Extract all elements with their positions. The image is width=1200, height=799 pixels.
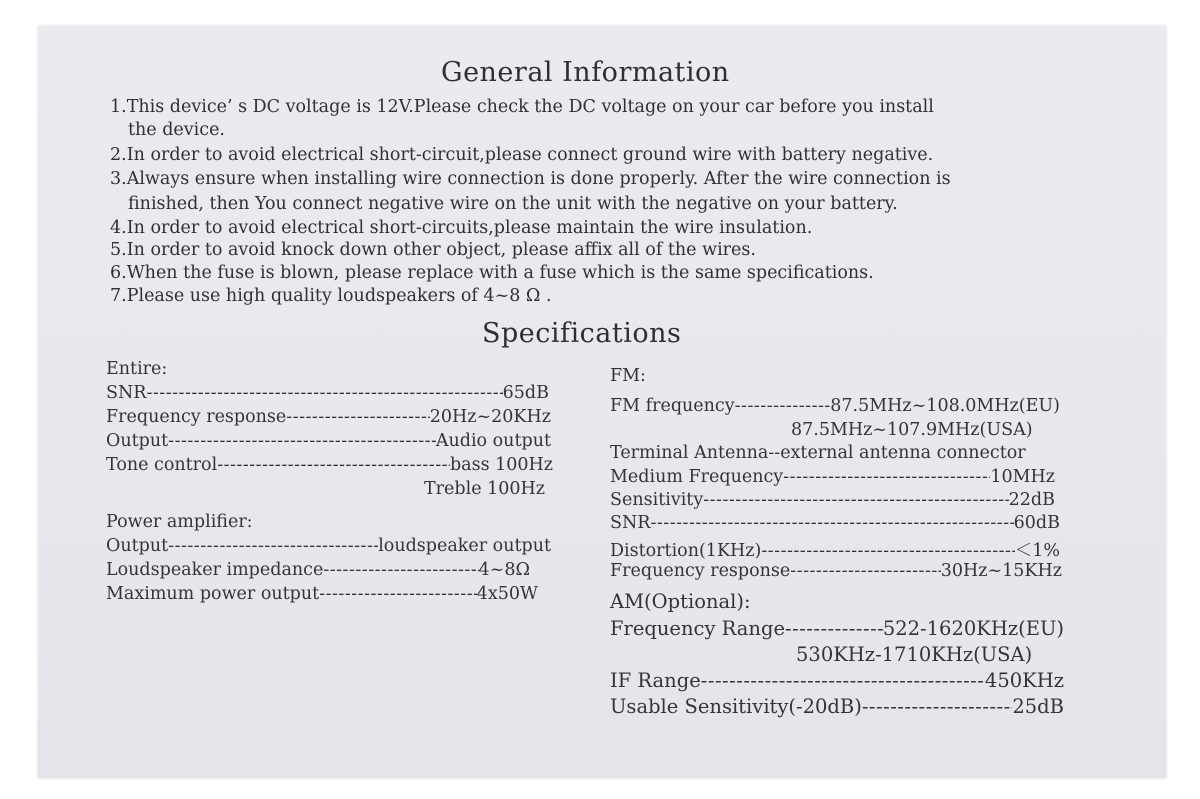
- fm-heading: FM:: [610, 366, 646, 386]
- spec-label: Output: [106, 431, 169, 451]
- spec-label: Tone control: [106, 455, 218, 475]
- leader-dots: [862, 695, 1013, 718]
- am-heading: AM(Optional):: [610, 590, 751, 613]
- power-output-row: [106, 536, 551, 556]
- spec-label: Loudspeaker impedance: [106, 560, 324, 580]
- spec-label: Frequency response: [106, 407, 287, 427]
- spec-value: 10MHz: [990, 467, 1055, 487]
- spec-value: 87.5MHz~108.0MHz(EU): [830, 396, 1060, 416]
- spec-value: ＜1%: [1014, 541, 1060, 561]
- spec-label: Sensitivity: [610, 490, 704, 510]
- spec-value: loudspeaker output: [378, 536, 551, 556]
- leader-dots: [319, 584, 477, 604]
- general-info-item-4: 4.In order to avoid electrical short-circuits,please maintain the wire insulation.: [110, 218, 813, 238]
- leader-dots: [701, 669, 985, 692]
- spec-label: Frequency Range: [610, 617, 786, 640]
- general-info-item-1-cont: the device.: [128, 120, 225, 140]
- general-info-item-5: 5.In order to avoid knock down other object, please affix all of the wires.: [110, 240, 756, 260]
- specifications-title: Specifications: [482, 318, 682, 349]
- leader-dots: [761, 541, 1014, 561]
- fm-terminal-antenna: Terminal Antenna--external antenna connector: [610, 443, 1026, 463]
- leader-dots: [217, 455, 450, 475]
- am-frequency-range-usa: 530KHz-1710KHz(USA): [796, 643, 1033, 666]
- spec-value: Audio output: [435, 431, 551, 451]
- entire-snr-row: [106, 383, 549, 403]
- am-if-range-row: [610, 669, 1064, 692]
- entire-output-row: [106, 431, 551, 451]
- leader-dots: [783, 467, 990, 487]
- leader-dots: [650, 513, 1013, 533]
- fm-frequency-usa: 87.5MHz~107.9MHz(USA): [791, 420, 1033, 440]
- entire-frequency-response-row: [106, 407, 551, 427]
- general-info-item-7: 7.Please use high quality loudspeakers of 4~8 Ω .: [110, 286, 552, 306]
- spec-label: Medium Frequency: [610, 467, 784, 487]
- spec-value: 60dB: [1013, 513, 1060, 533]
- spec-value: 4x50W: [476, 584, 538, 604]
- general-info-item-1: 1.This device’ s DC voltage is 12V.Please check the DC voltage on your car before you install: [110, 97, 934, 117]
- leader-dots: [146, 383, 502, 403]
- general-info-item-2: 2.In order to avoid electrical short-circuit,please connect ground wire with battery negative.: [110, 145, 934, 165]
- spec-value: 20Hz~20KHz: [429, 407, 551, 427]
- leader-dots: [168, 536, 378, 556]
- spec-label: SNR: [610, 513, 651, 533]
- spec-value: 30Hz~15KHz: [940, 561, 1062, 581]
- fm-medium-frequency-row: [610, 467, 1055, 487]
- general-info-item-3-cont: finished, then You connect negative wire on the unit with the negative on your battery.: [128, 194, 898, 214]
- loudspeaker-impedance-row: [106, 560, 530, 580]
- spec-label: FM frequency: [610, 396, 735, 416]
- spec-value: 4~8Ω: [478, 560, 530, 580]
- general-info-item-3: 3.Always ensure when installing wire connection is done properly. After the wire connection is: [110, 169, 951, 189]
- leader-dots: [703, 490, 1008, 510]
- spec-label: Maximum power output: [106, 584, 320, 604]
- leader-dots: [735, 396, 831, 416]
- fm-frequency-response-row: [610, 561, 1062, 581]
- entire-tone-control-row: [106, 455, 553, 475]
- spec-label: Frequency response: [610, 561, 791, 581]
- entire-heading: Entire:: [106, 359, 168, 379]
- tone-control-treble: Treble 100Hz: [424, 479, 545, 499]
- manual-page: [38, 26, 1166, 778]
- spec-value: 22dB: [1008, 490, 1055, 510]
- fm-snr-row: [610, 513, 1060, 533]
- leader-dots: [790, 561, 940, 581]
- power-amplifier-heading: Power amplifier:: [106, 512, 253, 532]
- general-info-item-6: 6.When the fuse is blown, please replace with a fuse which is the same specifications.: [110, 263, 874, 283]
- general-info-title: General Information: [441, 57, 730, 88]
- spec-value: 25dB: [1012, 695, 1064, 718]
- maximum-power-output-row: [106, 584, 538, 604]
- spec-value: bass 100Hz: [449, 455, 553, 475]
- spec-label: IF Range: [610, 669, 701, 692]
- spec-label: Output: [106, 536, 169, 556]
- fm-frequency-row: [610, 396, 1060, 416]
- am-frequency-range-row: [610, 617, 1064, 640]
- spec-label: SNR: [106, 383, 147, 403]
- leader-dots: [323, 560, 478, 580]
- leader-dots: [168, 431, 436, 451]
- am-usable-sensitivity-row: [610, 695, 1064, 718]
- spec-value: 65dB: [502, 383, 549, 403]
- leader-dots: [286, 407, 429, 427]
- spec-label: Distortion(1KHz): [610, 541, 762, 561]
- spec-label: Usable Sensitivity(-20dB): [610, 695, 862, 718]
- fm-distortion-row: [610, 537, 1060, 562]
- leader-dots: [785, 617, 883, 640]
- spec-value: 522-1620KHz(EU): [882, 617, 1064, 640]
- fm-sensitivity-row: [610, 490, 1055, 510]
- spec-value: 450KHz: [984, 669, 1064, 692]
